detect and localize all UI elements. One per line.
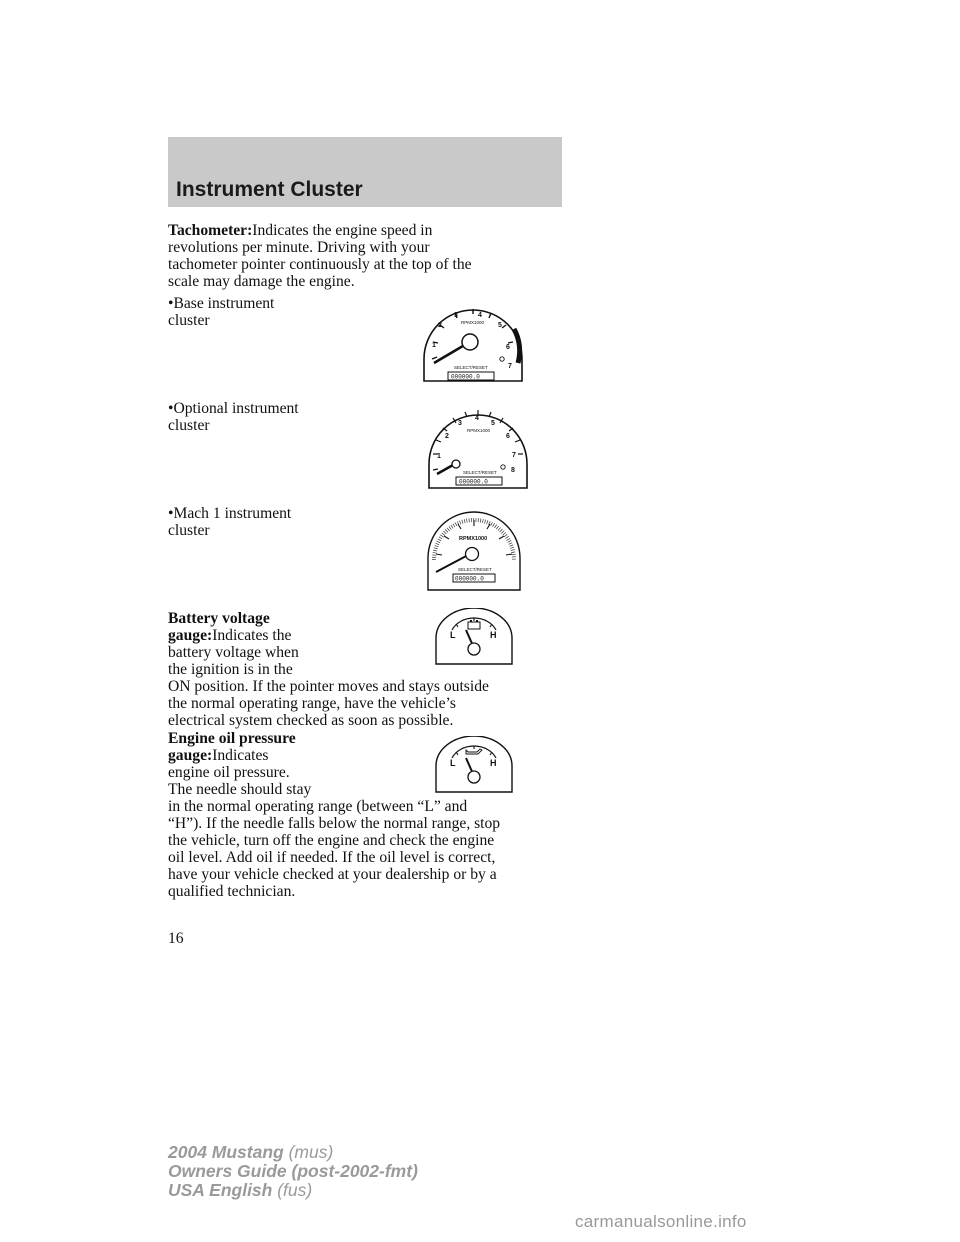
- battery-label-2: gauge:: [168, 627, 213, 644]
- base-tach-num-5: 5: [498, 322, 502, 329]
- oil-gauge-low: L: [450, 758, 456, 768]
- opt-tach-num-8: 8: [511, 467, 515, 474]
- bullet-optional: •Optional instrument cluster: [168, 400, 299, 434]
- base-tach-num-1: 1: [432, 342, 436, 349]
- mach1-tachometer-figure: [424, 508, 524, 594]
- opt-tach-num-7: 7: [512, 452, 516, 459]
- battery-paragraph: Battery voltage gauge:Indicates the battery voltage when the ignition is in the ON position. If the pointer moves and stays outside the normal operating range, have the vehicle’s electrical system checked as soon as possible.: [168, 610, 489, 729]
- oil-label-2: gauge:: [168, 747, 213, 764]
- opt-tach-num-5: 5: [491, 420, 495, 427]
- base-tachometer-figure: [418, 297, 528, 387]
- opt-tach-num-3: 3: [458, 420, 462, 427]
- base-tach-num-2: 2: [438, 322, 442, 329]
- bullet-mark: •: [168, 295, 174, 312]
- bullet-mach1: •Mach 1 instrument cluster: [168, 505, 292, 539]
- opt-tach-label: RPMX1000: [467, 428, 491, 433]
- opt-tach-num-1: 1: [437, 453, 441, 460]
- base-tach-num-7: 7: [508, 363, 512, 370]
- opt-tach-num-2: 2: [445, 433, 449, 440]
- base-tach-button: SELECT/RESET: [454, 365, 488, 370]
- oil-gauge-high: H: [490, 758, 497, 768]
- footer-model-code: (mus): [288, 1142, 334, 1162]
- base-tach-num-4: 4: [478, 312, 482, 319]
- tachometer-l1: Indicates the engine speed in: [252, 222, 433, 239]
- optional-tachometer-figure: [423, 402, 533, 492]
- bullet-base: •Base instrument cluster: [168, 295, 275, 329]
- oil-gauge-figure: [434, 736, 514, 794]
- footer-model: 2004 Mustang: [168, 1142, 284, 1162]
- base-tach-num-6: 6: [506, 344, 510, 351]
- base-tach-num-3: 3: [454, 312, 458, 319]
- bullet-mark: •: [168, 400, 174, 417]
- oil-label-1: Engine oil pressure: [168, 730, 296, 747]
- footer-guide: Owners Guide (post-2002-fmt): [168, 1161, 418, 1181]
- bullet-mark: •: [168, 505, 174, 522]
- tachometer-l4: scale may damage the engine.: [168, 273, 355, 290]
- opt-tach-num-4: 4: [475, 415, 479, 422]
- opt-tach-button: SELECT/RESET: [463, 470, 497, 475]
- section-title: Instrument Cluster: [176, 178, 363, 201]
- base-tach-odometer: 000000.0: [451, 373, 480, 381]
- footer-language: USA English: [168, 1180, 273, 1200]
- tachometer-paragraph: [168, 222, 560, 290]
- battery-gauge-high: H: [490, 630, 497, 640]
- tachometer-label: Tachometer:: [168, 222, 253, 239]
- oil-paragraph: Engine oil pressure gauge:Indicates engine oil pressure. The needle should stay in the normal operating range (between “L” and “H”). If the needle falls below the normal range, stop the vehicle, turn off the engine and check the engine oil level. Add oil if needed. If the oil level is correct, have your vehicle checked at your dealership or by a qualified technician.: [168, 730, 501, 900]
- mach1-tach-button: SELECT/RESET: [458, 567, 492, 572]
- opt-tach-odometer: 000000.0: [459, 478, 488, 486]
- tachometer-l2: revolutions per minute. Driving with your: [168, 239, 430, 256]
- footer: [168, 1143, 418, 1200]
- opt-tach-num-6: 6: [506, 433, 510, 440]
- footer-language-code: (fus): [277, 1180, 313, 1200]
- watermark: carmanualsonline.info: [575, 1212, 747, 1231]
- mach1-tach-label: RPMX1000: [459, 536, 488, 542]
- tachometer-l3: tachometer pointer continuously at the top of the: [168, 256, 472, 273]
- page-number: 16: [168, 930, 184, 947]
- battery-gauge-low: L: [450, 630, 456, 640]
- battery-label-1: Battery voltage: [168, 610, 270, 627]
- mach1-tach-odometer: 000000.0: [455, 575, 484, 583]
- battery-gauge-figure: [434, 608, 514, 666]
- base-tach-label: RPMX1000: [461, 320, 485, 325]
